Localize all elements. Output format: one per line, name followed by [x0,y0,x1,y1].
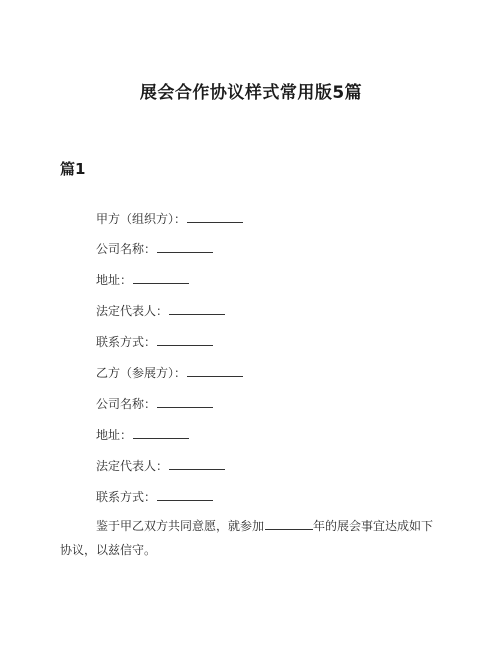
paragraph-text-before: 鉴于甲乙双方共同意愿，就参加 [96,519,265,533]
blank-line [133,273,189,284]
paragraph-text-after: 年的展会事宜达成如下协议，以兹信守。 [60,519,434,557]
blank-line [187,366,243,377]
blank-line [157,335,213,346]
field-company-name-b [96,395,213,412]
intro-paragraph [60,514,445,562]
blank-line [265,519,313,530]
blank-line [157,242,213,253]
field-address-a [96,271,189,288]
field-label: 地址： [96,428,133,442]
field-party-b [96,364,243,381]
field-label: 联系方式： [96,335,157,349]
section-heading: 篇1 [60,160,86,178]
document-title: 展会合作协议样式常用版5篇 [139,83,363,103]
field-label: 公司名称： [96,242,157,256]
blank-line [169,459,225,470]
field-label: 公司名称： [96,397,157,411]
blank-line [157,397,213,408]
field-label: 联系方式： [96,490,157,504]
blank-line [133,428,189,439]
field-label: 地址： [96,273,133,287]
blank-line [157,490,213,501]
field-contact-a [96,333,213,350]
field-label: 甲方（组织方）： [96,212,187,226]
field-legal-rep-a [96,302,225,319]
field-label: 乙方（参展方）： [96,366,187,380]
field-party-a [96,210,243,227]
field-company-name-a [96,240,213,257]
blank-line [187,212,243,223]
blank-line [169,304,225,315]
field-address-b [96,426,189,443]
field-label: 法定代表人： [96,459,169,473]
field-label: 法定代表人： [96,304,169,318]
field-legal-rep-b [96,457,225,474]
field-contact-b [96,488,213,505]
